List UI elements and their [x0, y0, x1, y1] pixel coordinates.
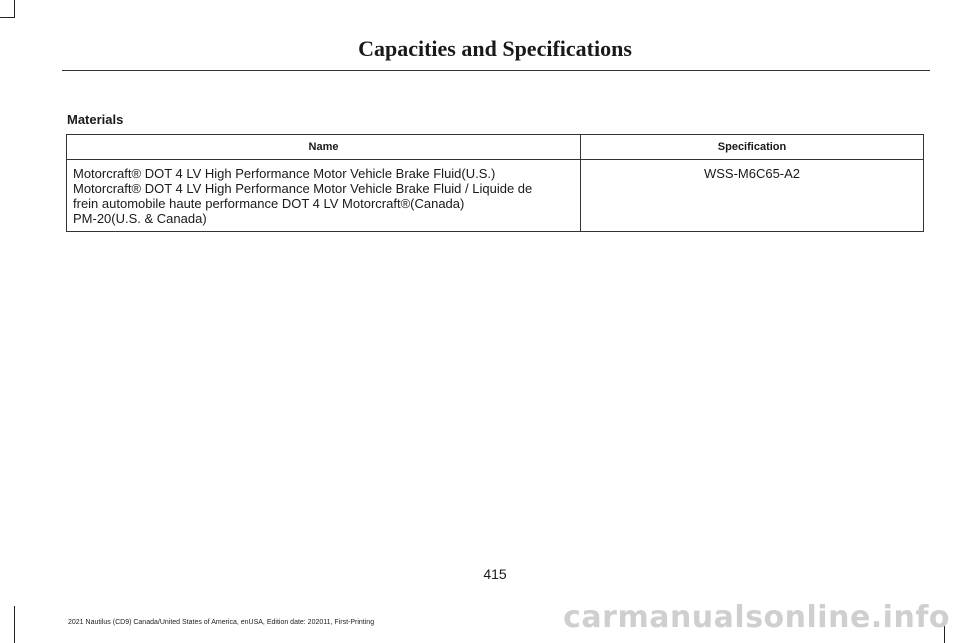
name-line: frein automobile haute performance DOT 4 LV Motorcraft®(Canada) [73, 196, 465, 211]
cell-specification: WSS-M6C65-A2 [581, 160, 924, 232]
section-heading: Materials [67, 112, 124, 127]
column-header-name: Name [67, 135, 581, 160]
footer-edition-text: 2021 Nautilus (CD9) Canada/United States of America, enUSA, Edition date: 202011, First-Printing [68, 619, 375, 626]
crop-mark-bottom-left-vertical [14, 606, 15, 643]
table-header-row [67, 135, 924, 160]
crop-mark-top-left-vertical [14, 0, 15, 18]
name-line: Motorcraft® DOT 4 LV High Performance Motor Vehicle Brake Fluid / Liquide de [73, 181, 533, 196]
name-line: Motorcraft® DOT 4 LV High Performance Motor Vehicle Brake Fluid(U.S.) [73, 166, 496, 181]
table-row [67, 160, 924, 232]
cell-name [67, 160, 581, 232]
crop-mark-top-left-horizontal [0, 17, 15, 18]
header-divider [62, 70, 930, 71]
watermark: carmanualsonline.info [563, 600, 950, 635]
page-title: Capacities and Specifications [358, 36, 632, 61]
page-number: 415 [483, 566, 507, 582]
name-line: PM-20(U.S. & Canada) [73, 211, 207, 226]
materials-table [66, 134, 924, 232]
column-header-specification: Specification [581, 135, 924, 160]
